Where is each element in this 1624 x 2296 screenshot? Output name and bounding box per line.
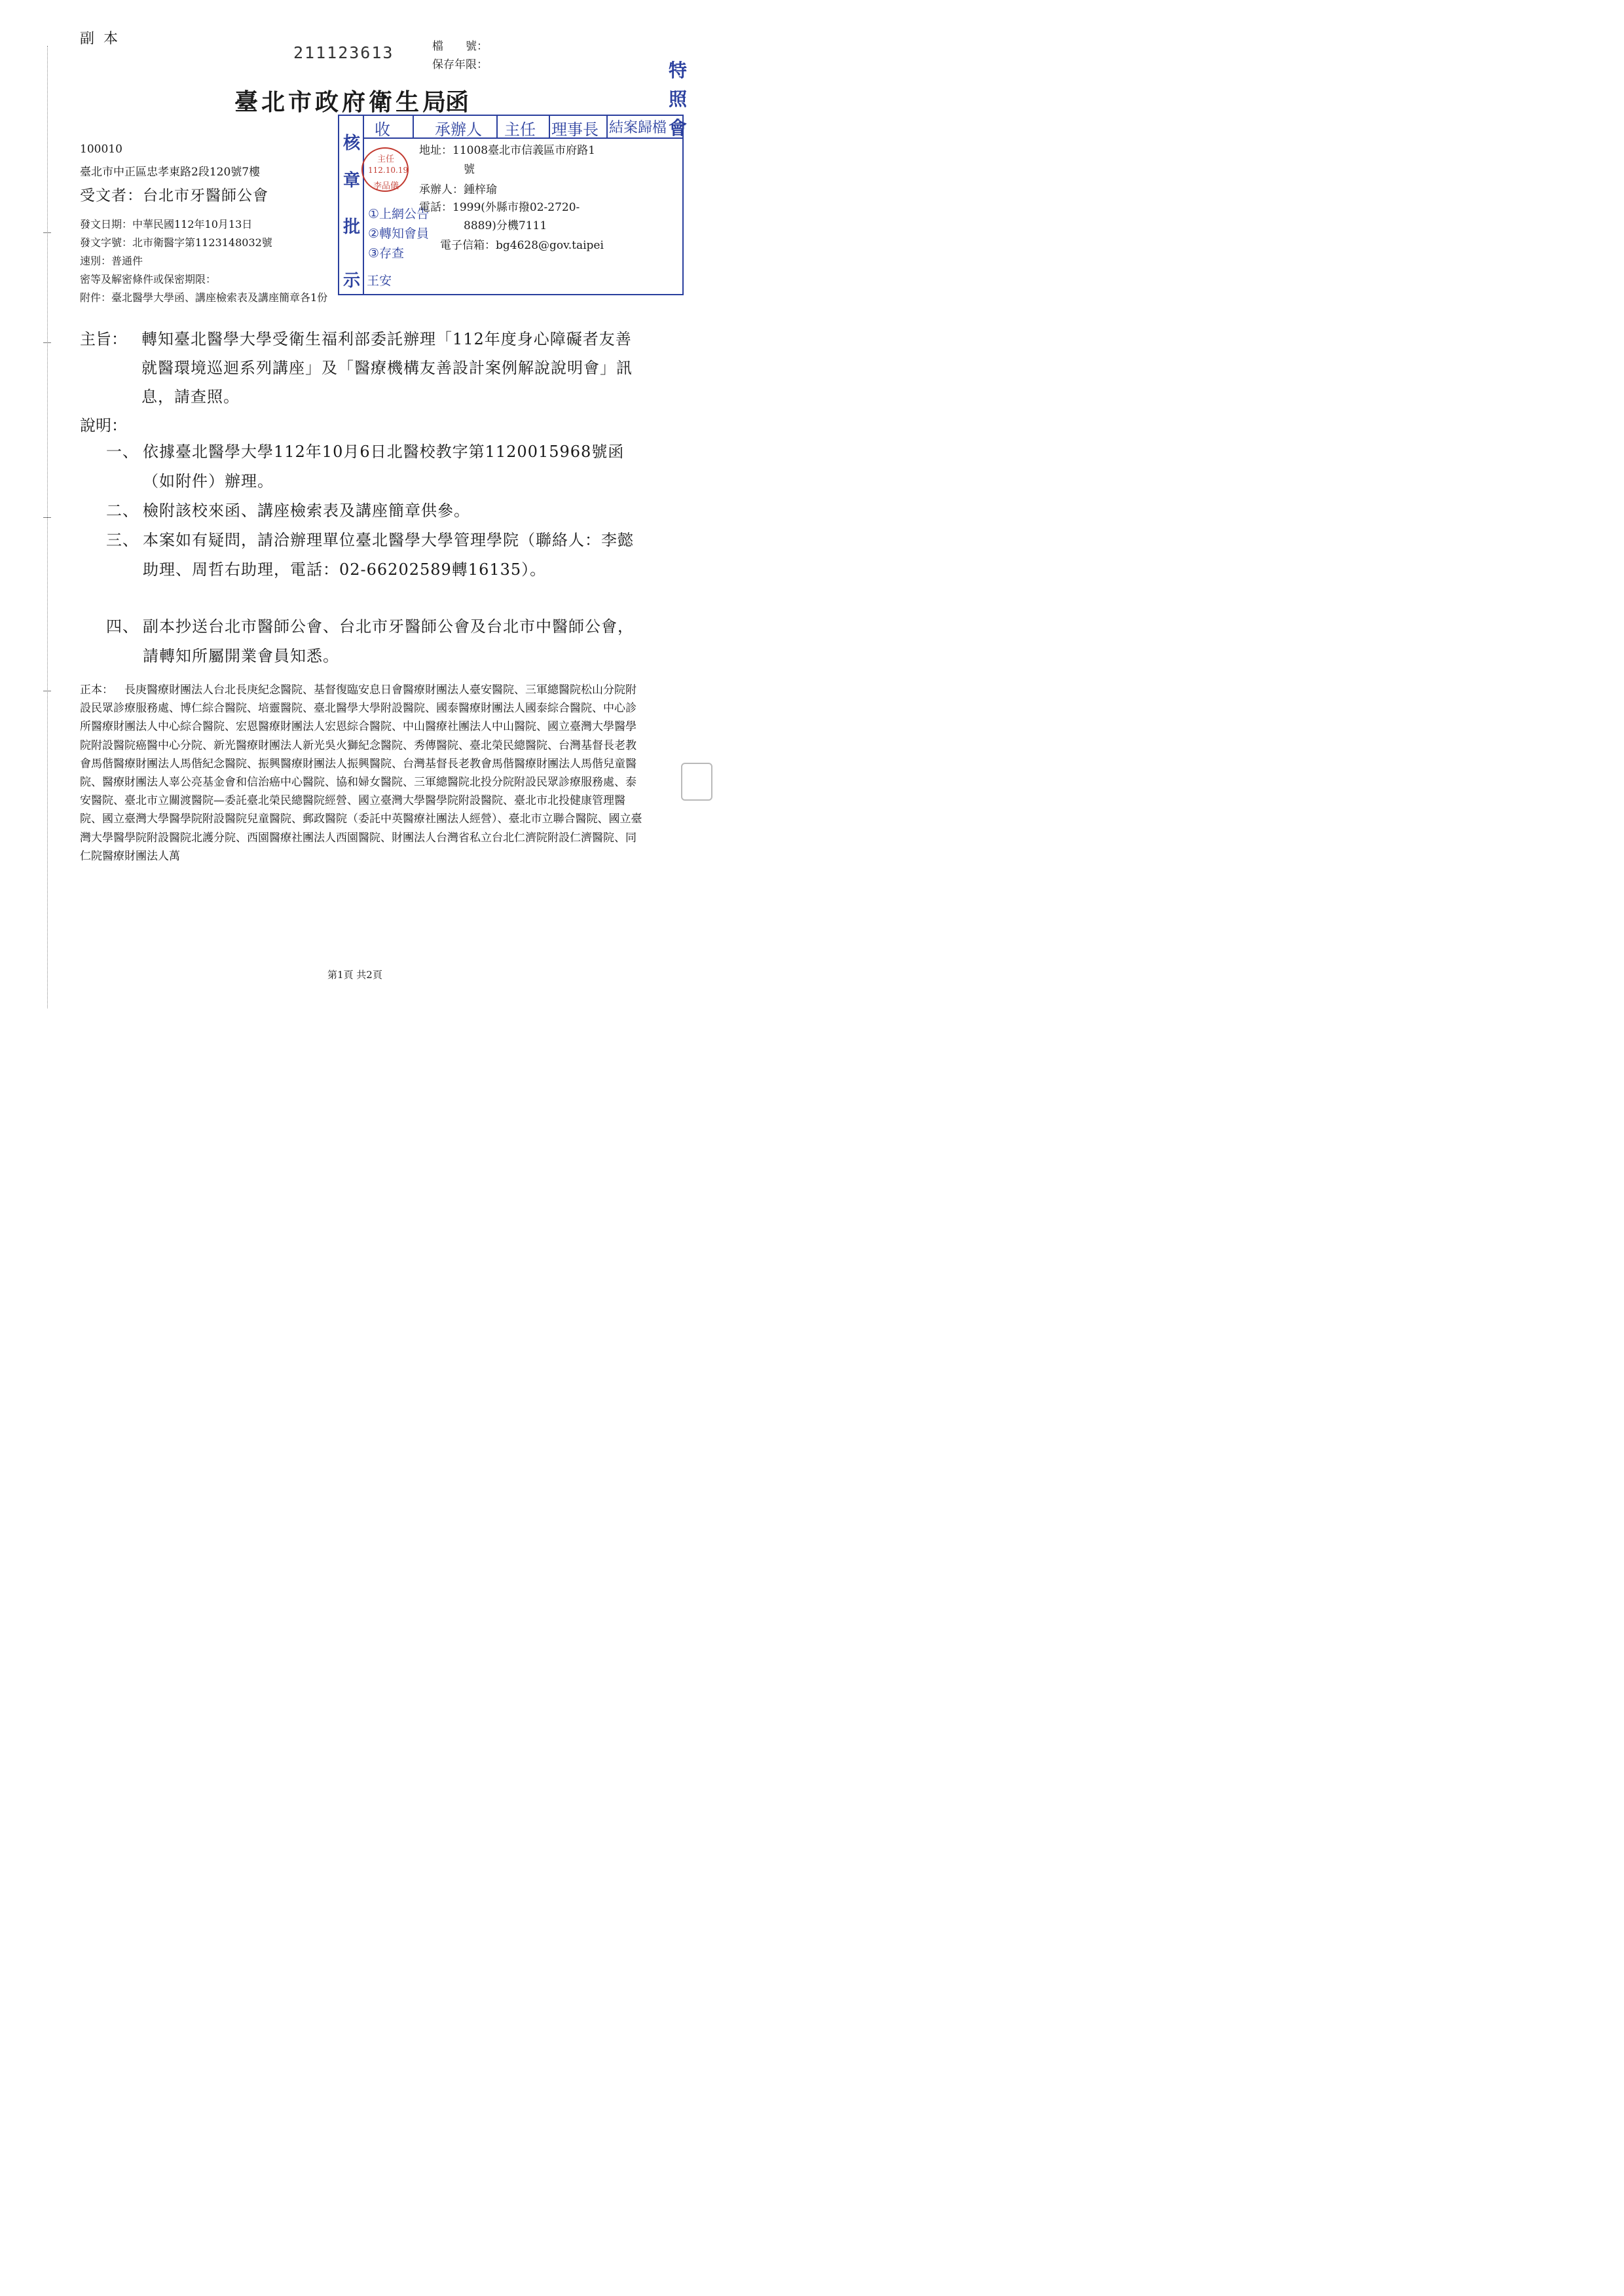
serial-number: 211123613 xyxy=(293,43,394,62)
doc-number: 發文字號：北市衛醫字第1123148032號 xyxy=(80,236,272,249)
copy-label: 副本 xyxy=(80,31,128,47)
contact-phone: 電話：1999(外縣市撥02-2720- xyxy=(419,201,580,214)
contact-phone-cont: 8889)分機7111 xyxy=(464,219,547,232)
stamp-divider xyxy=(413,115,414,137)
item-text: 本案如有疑問，請洽辦理單位臺北醫學大學管理學院（聯絡人：李懿助理、周哲右助理，電話：02-66202589轉16135）。 xyxy=(143,531,634,579)
handwritten-note: ①上網公告 xyxy=(368,207,430,221)
stamp-char: 批 xyxy=(343,217,361,237)
speed: 速別：普通件 xyxy=(80,255,143,267)
page-number: 第1頁 共2頁 xyxy=(327,969,382,981)
stamp-header: 承辦人 xyxy=(435,120,482,139)
recipient: 受文者：台北市牙醫師公會 xyxy=(80,187,268,204)
binding-tick xyxy=(43,232,51,233)
handwritten-note: ②轉知會員 xyxy=(368,227,430,241)
item-number: 四、 xyxy=(106,617,139,636)
document-kind: 函 xyxy=(445,88,470,116)
faint-seal xyxy=(681,763,712,801)
contact-address-cont: 號 xyxy=(464,163,475,176)
distribution-label: 正本： xyxy=(80,683,113,697)
special-mark: 特照會 xyxy=(668,60,687,139)
subject-label: 主旨： xyxy=(80,330,127,348)
item-number: 二、 xyxy=(106,501,139,520)
stamp-divider xyxy=(496,115,498,137)
sender-zip: 100010 xyxy=(80,143,122,156)
item-text: 依據臺北醫學大學112年10月6日北醫校教字第1120015968號函（如附件）辦理。 xyxy=(143,443,625,490)
issue-date: 發文日期：中華民國112年10月13日 xyxy=(80,218,253,230)
file-number-label: 檔 號： xyxy=(432,40,488,53)
binding-tick xyxy=(43,342,51,343)
subject-text: 轉知臺北醫學大學受衛生福利部委託辦理「112年度身心障礙者友善就醫環境巡迴系列講座」及「醫療機構友善設計案例解說說明會」訊息，請查照。 xyxy=(141,330,633,406)
distribution-text: 長庚醫療財團法人台北長庚紀念醫院、基督復臨安息日會醫療財團法人臺安醫院、三軍總醫院松山分院附設民眾診療服務處、博仁綜合醫院、培靈醫院、臺北醫學大學附設醫院、國泰醫療財團法人國泰綜合醫院、中心診所醫療財團法人中心綜合醫院、宏恩醫療財團法人宏恩綜合醫院、中山醫療社團法人中山醫院、國立臺灣大學醫學院附設醫院癌醫中心分院、新光醫療財團法人新光吳火獅紀念醫院、秀傳醫院、臺北榮民總醫院、台灣基督長老教會馬偕醫療財團法人馬偕紀念醫院、振興醫療財團法人振興醫院、台灣基督長老教會馬偕醫療財團法人馬偕兒童醫院、醫療財團法人辜公亮基金會和信治癌中心醫院、協和婦女醫院、三軍總醫院北投分院附設民眾診療服務處、泰安醫院、臺北市立關渡醫院—委託臺北榮民總醫院經營、國立臺灣大學醫學院附設醫院、臺北市北投健康管理醫院、國立臺灣大學醫學院附設醫院兒童醫院、郵政醫院（委託中英醫療社團法人經營）、臺北市立聯合醫院、國立臺灣大學醫學院附設醫院北護分院、西園醫療社團法人西園醫院、財團法人台灣省私立台北仁濟院附設仁濟醫院、同仁院醫療財團法人萬 xyxy=(80,683,642,863)
stamp-divider xyxy=(549,115,550,137)
page-title: 臺北市政府衛生局 xyxy=(234,88,450,116)
date-stamp-title: 主任 xyxy=(377,155,395,164)
item-number: 三、 xyxy=(106,531,139,549)
attachment: 附件：臺北醫學大學函、講座檢索表及講座簡章各1份 xyxy=(80,291,328,304)
contact-address: 地址：11008臺北市信義區市府路1 xyxy=(419,144,595,157)
item-text: 副本抄送台北市醫師公會、台北市牙醫師公會及台北市中醫師公會，請轉知所屬開業會員知悉。 xyxy=(143,617,634,665)
handwritten-signature: 王安 xyxy=(367,274,392,288)
stamp-char: 核 xyxy=(343,134,361,153)
handwritten-note: ③存查 xyxy=(368,246,405,261)
stamp-divider xyxy=(606,115,608,137)
retention-label: 保存年限： xyxy=(432,58,488,71)
stamp-char: 示 xyxy=(343,271,361,291)
stamp-header: 理事長 xyxy=(551,120,599,139)
secrecy: 密等及解密條件或保密期限： xyxy=(80,273,217,285)
stamp-header: 收 xyxy=(375,120,390,139)
sender-address: 臺北市中正區忠孝東路2段120號7樓 xyxy=(80,166,261,179)
date-stamp-name: 李品儀 xyxy=(373,181,399,191)
binding-tick xyxy=(43,517,51,518)
item-text: 檢附該校來函、講座檢索表及講座簡章供參。 xyxy=(143,501,470,520)
date-stamp-date: 112.10.19 xyxy=(368,166,409,175)
item-number: 一、 xyxy=(106,443,139,461)
contact-handler: 承辦人：鍾梓瑜 xyxy=(419,183,497,196)
binding-line xyxy=(47,46,48,1008)
explanation-label: 說明： xyxy=(80,416,127,435)
contact-email: 電子信箱：bg4628@gov.taipei xyxy=(440,239,604,252)
stamp-header: 結案歸檔 xyxy=(609,120,667,136)
stamp-char: 章 xyxy=(343,171,361,191)
stamp-header: 主任 xyxy=(504,120,536,139)
